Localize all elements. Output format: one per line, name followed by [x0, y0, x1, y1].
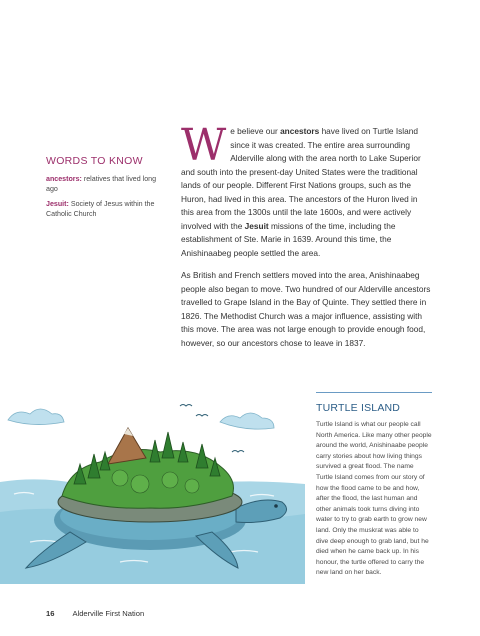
words-to-know-sidebar [46, 155, 164, 224]
turtle-island-illustration [0, 392, 305, 584]
turtle-island-title: TURTLE ISLAND [316, 402, 401, 414]
paragraph-2: As British and French settlers moved into the area, Anishinaabeg people also began to move. Two hundred of our Alderville ancestors travelled to Grape Island in the Bay of Quinte. They settled there in 1826. The Methodist Church was a major influence, assisting with this move. The area was not large enough to provide enough food, however, so our ancestors chose to leave in 1837. [181, 270, 431, 348]
definition-ancestors [46, 174, 164, 194]
paragraph-1 [181, 120, 431, 260]
term-ancestors: ancestors: [46, 175, 82, 183]
turtle-island-sidebar [316, 392, 432, 579]
definition-jesuit [46, 199, 164, 219]
drop-cap: W [181, 120, 227, 171]
p1-bold-ancestors: ancestors [280, 126, 320, 136]
p1-text-3: missions of the time, including the establishment of Ste. Marie in 1639. Around this time, the Anishinaabeg people settled the area. [181, 220, 396, 258]
term-jesuit: Jesuit: [46, 200, 69, 208]
p1-text-1: e believe our [230, 126, 281, 136]
page-number: 16 [46, 609, 55, 618]
p1-bold-jesuit: Jesuit [244, 220, 269, 231]
main-text [181, 120, 431, 359]
footer-book-title: Alderville First Nation [72, 609, 145, 618]
p1-text-2: have lived on Turtle Island since it was created. The entire area surrounding Alderville along with the area north to Lake Superior and south into the present-day United States were the traditional lands of our people. Different First Nations groups, such as the Huron, had lived in this area. The ancestors of the Huron lived in this area from the 1300s until the late 1600s, and were actively involved with the [181, 126, 421, 231]
turtle-island-text: Turtle Island is what our people call North America. Like many other people around the world, Anishinaabe people carry stories about how living things survived a great flood. The name Turtle Island comes from our story of how the flood came to be and how, after the flood, the last human and other animals took turns diving into water to try to grab earth to grow new land. Only the muskrat was able to dive deep enough to grab land, but he died when he came back up. In his honour, the turtle offered to carry the new land on her back. [316, 421, 432, 577]
turtle-island-top-rule [316, 392, 432, 393]
definition-ancestors-text: relatives that lived long ago [46, 175, 157, 193]
definition-jesuit-text: Society of Jesus within the Catholic Church [46, 200, 155, 218]
page-footer [46, 609, 144, 618]
words-to-know-title: WORDS TO KNOW [46, 155, 143, 167]
